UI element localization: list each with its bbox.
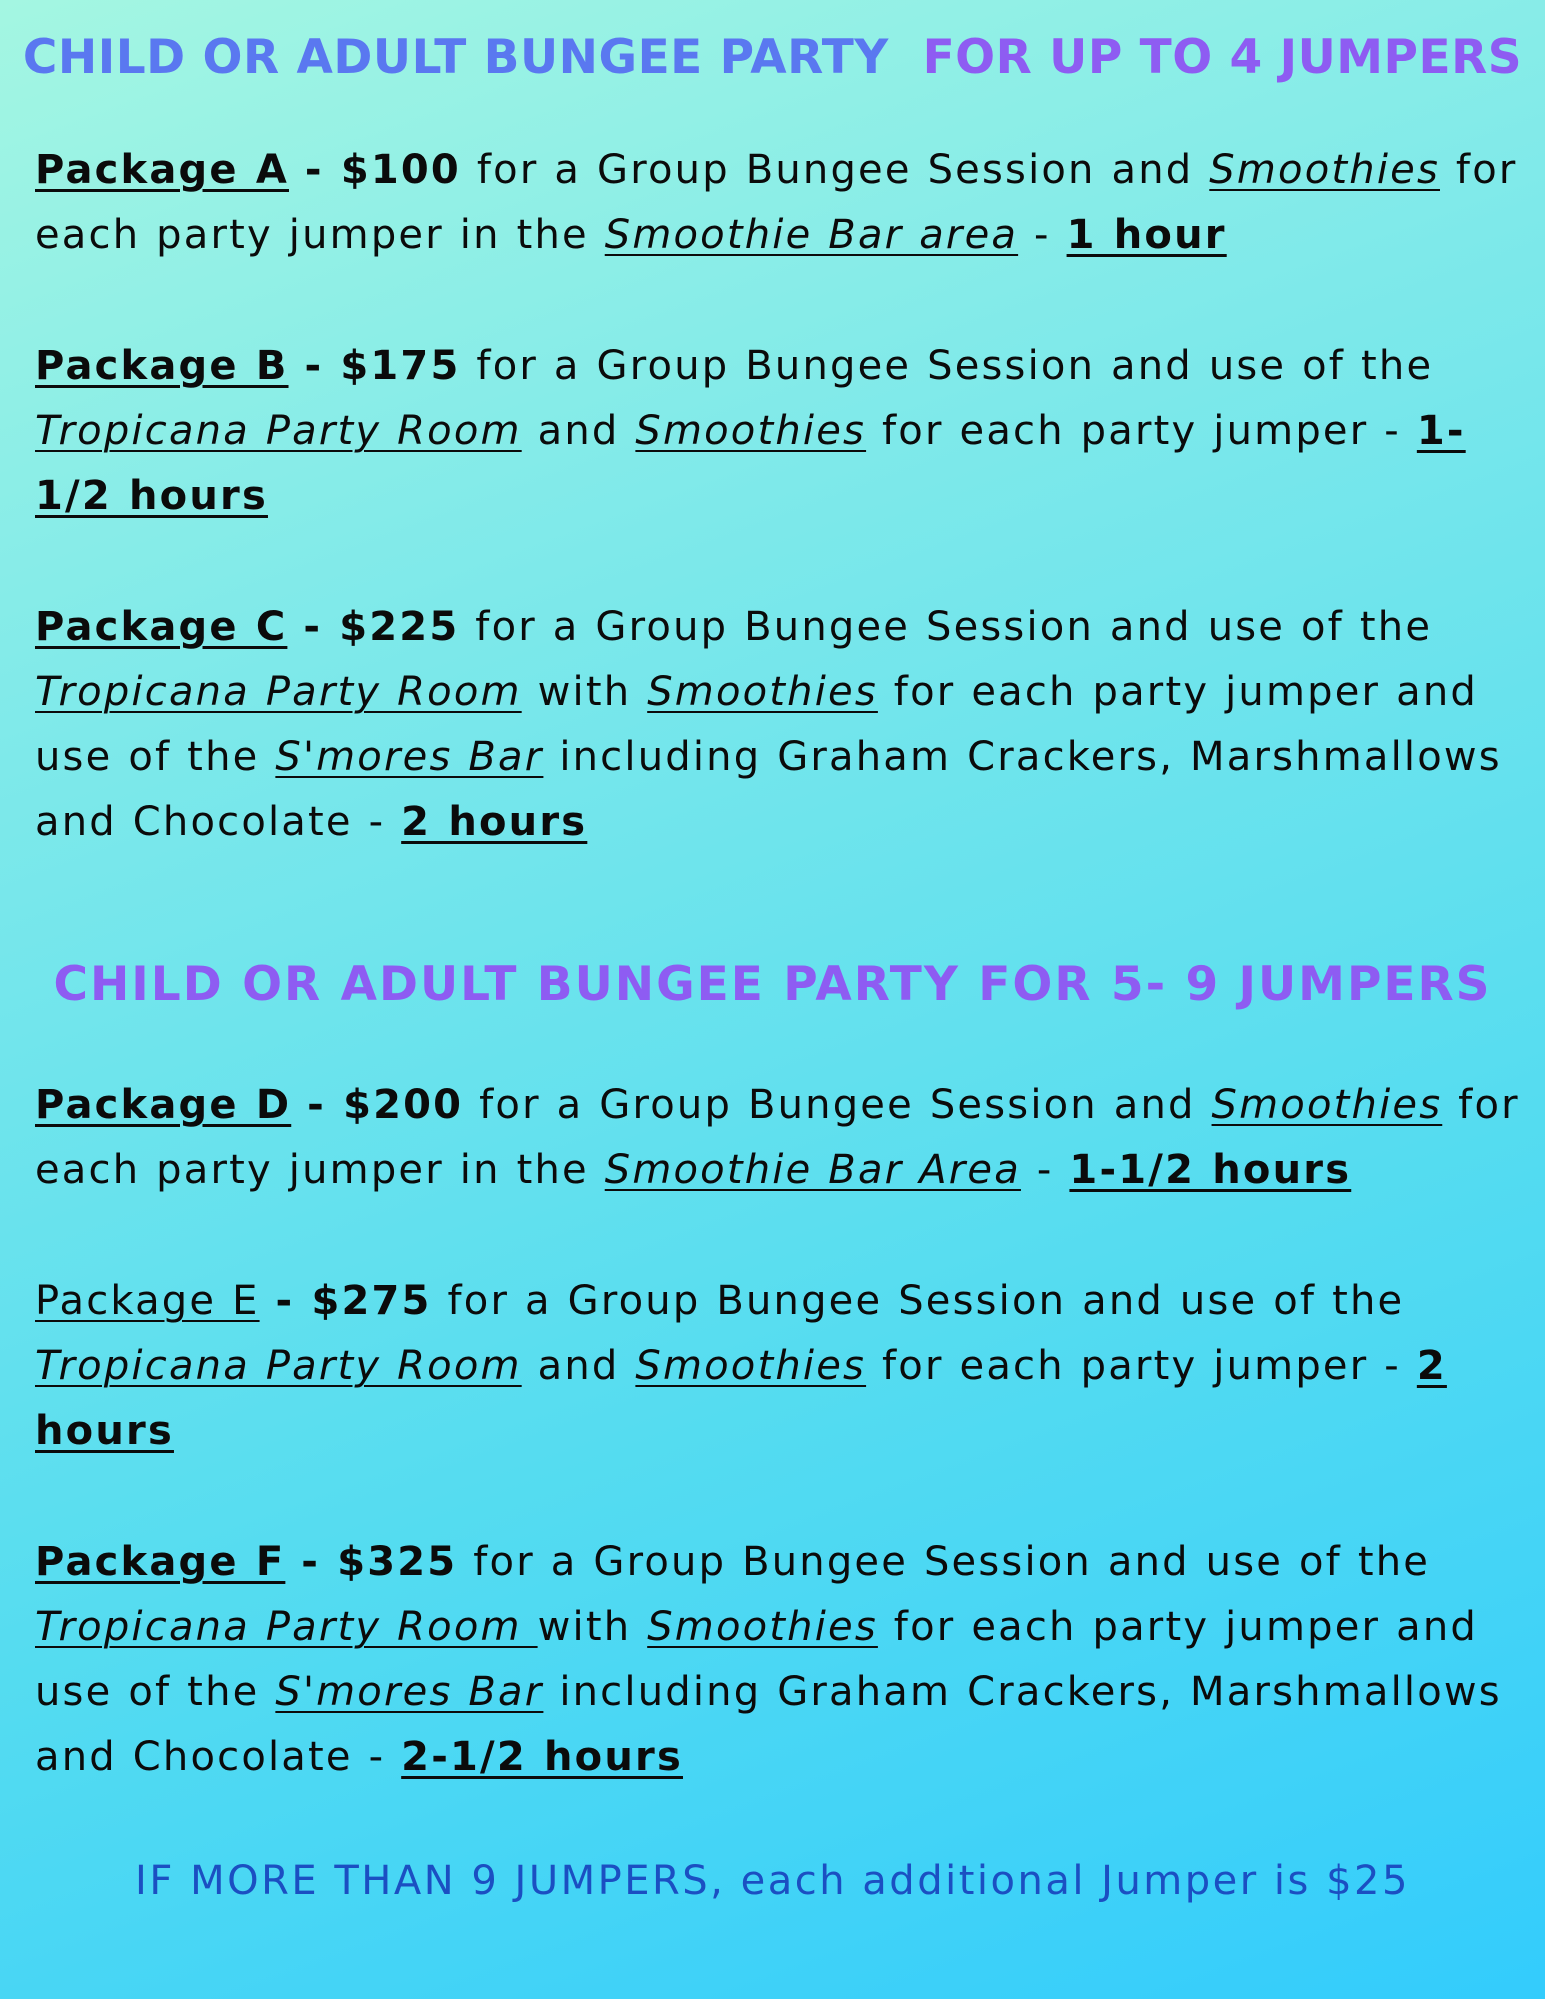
package-text: for each party jumper - [866, 1343, 1417, 1389]
heading-part-1: CHILD OR ADULT BUNGEE PARTY [22, 30, 889, 85]
package-b [35, 334, 1525, 529]
package-name: Package C [35, 604, 288, 650]
package-text: including Graham Crackers, Marshmallows and Chocolate - [35, 1669, 1502, 1780]
section-heading-5-to-9: CHILD OR ADULT BUNGEE PARTY FOR 5- 9 JUMPERS [53, 957, 1492, 1012]
package-duration: 1-1/2 hours [35, 408, 1466, 519]
package-text: for a Group Bungee Session and [460, 147, 1210, 193]
package-price: - $200 [307, 1082, 464, 1128]
package-text: for a Group Bungee Session and [463, 1082, 1212, 1128]
package-text: with [537, 1604, 648, 1650]
package-text: and [521, 408, 636, 454]
package-price: - $325 [301, 1539, 458, 1585]
smoothies-link: Smoothies [635, 1343, 867, 1389]
package-text: for a Group Bungee Session and use of the [431, 1278, 1405, 1324]
smoothie-bar-area: Smoothie Bar Area [604, 1147, 1021, 1193]
tropicana-party-room: Tropicana Party Room [35, 408, 522, 454]
package-text: and [521, 1343, 636, 1389]
tropicana-party-room: Tropicana Party Room [35, 1343, 522, 1389]
smores-bar: S'mores Bar [275, 1669, 544, 1715]
package-text: for a Group Bungee Session and use of the [457, 1539, 1431, 1585]
package-text: for each party jumper - [866, 408, 1417, 454]
package-text: - [1020, 1147, 1070, 1193]
package-text: for a Group Bungee Session and use of the [460, 343, 1434, 389]
package-text: for each party jumper in the [35, 1082, 1520, 1193]
smoothies-link: Smoothies [1209, 147, 1440, 193]
package-name: Package E [35, 1278, 260, 1324]
package-d [35, 1073, 1525, 1203]
package-duration: 1-1/2 hours [1069, 1147, 1352, 1193]
tropicana-party-room: Tropicana Party Room [35, 669, 522, 715]
package-price: - $225 [303, 604, 460, 650]
heading-part-2: FOR UP TO 4 JUMPERS [922, 30, 1523, 85]
package-name: Package F [35, 1539, 286, 1585]
package-name: Package B [35, 343, 289, 389]
package-text: with [521, 669, 648, 715]
package-text: for each party jumper and use of the [35, 669, 1478, 780]
package-duration: 2-1/2 hours [401, 1734, 683, 1780]
package-duration: 2 hours [35, 1343, 1447, 1454]
section-heading-up-to-4 [0, 30, 1545, 85]
smoothies-link: Smoothies [635, 408, 867, 454]
smoothie-bar-area: Smoothie Bar area [604, 212, 1019, 258]
smoothies-link: Smoothies [647, 669, 878, 715]
package-a [35, 138, 1525, 268]
package-text: including Graham Crackers, Marshmallows and Chocolate - [35, 734, 1502, 845]
package-text: - [1018, 212, 1067, 258]
tropicana-party-room: Tropicana Party Room [35, 1604, 538, 1650]
package-c [35, 595, 1525, 855]
smoothies-link: Smoothies [647, 1604, 878, 1650]
smores-bar: S'mores Bar [275, 734, 544, 780]
package-f [35, 1530, 1525, 1790]
package-name: Package A [35, 147, 289, 193]
package-duration: 1 hour [1066, 212, 1227, 258]
package-text: for each party jumper and use of the [35, 1604, 1478, 1715]
package-price: - $275 [275, 1278, 432, 1324]
package-duration: 2 hours [401, 799, 588, 845]
smoothies-link: Smoothies [1211, 1082, 1443, 1128]
package-name: Package D [35, 1082, 292, 1128]
package-price: - $100 [304, 147, 461, 193]
package-price: - $175 [304, 343, 461, 389]
package-text: for a Group Bungee Session and use of the [459, 604, 1433, 650]
package-e [35, 1269, 1525, 1464]
additional-jumper-note: IF MORE THAN 9 JUMPERS, each additional Jumper is $25 [135, 1858, 1410, 1904]
package-text: for each party jumper in the [35, 147, 1518, 258]
